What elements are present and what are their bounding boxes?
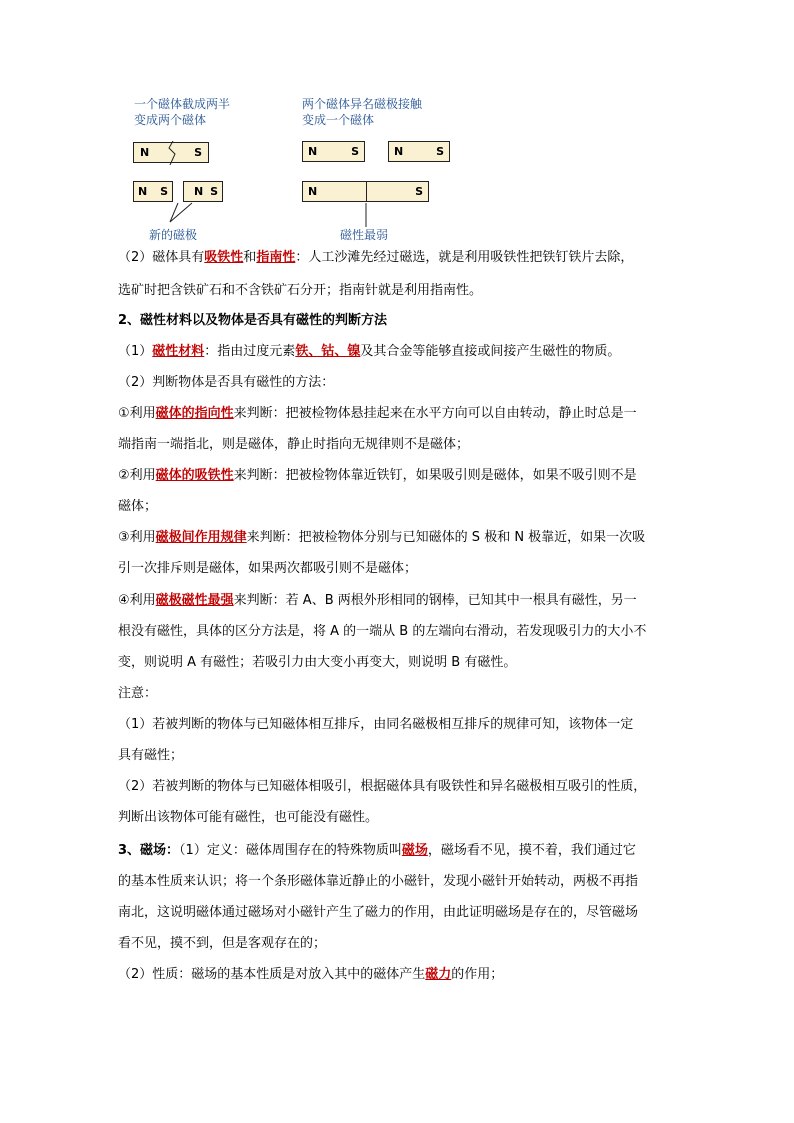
highlighted-term: 磁体的指向性 [155, 406, 234, 421]
text-line [118, 529, 645, 547]
text-line [118, 560, 417, 578]
text-segment: 3、磁场： [118, 843, 180, 858]
text-segment: 来判断：若 A、B 两根外形相同的钢棒，已知其中一根具有磁性，另一 [233, 593, 637, 608]
highlighted-term: 指南性 [256, 250, 296, 265]
right-figure-caption [302, 96, 422, 128]
text-segment: （2）磁体具有 [118, 250, 205, 265]
n-pole-label: N [140, 146, 150, 159]
text-segment: 看不见，摸不到，但是客观存在的； [118, 936, 327, 951]
text-segment: 及其合金等能够直接或间接产生磁性的物质。 [360, 344, 621, 359]
text-line [118, 778, 646, 796]
text-line [118, 592, 637, 610]
text-segment: 来判断：把被检物体悬挂起来在水平方向可以自由转动，静止时总是一 [233, 406, 637, 421]
text-segment: 磁体； [118, 499, 158, 514]
left-figure-caption [134, 96, 230, 128]
text-segment: 引一次排斥则是磁体，如果两次都吸引则不是磁体； [118, 561, 418, 576]
text-segment: （1）定义：磁体周围存在的特殊物质叫 [179, 843, 402, 858]
text-line [118, 467, 637, 485]
text-line [118, 436, 469, 454]
highlighted-term: 铁、钴、镍 [295, 344, 361, 359]
text-line [118, 842, 636, 860]
text-line [118, 873, 638, 891]
text-line [118, 966, 503, 984]
highlighted-term: 磁场 [401, 843, 428, 858]
text-line [118, 374, 334, 392]
weakest-label: 磁性最弱 [340, 228, 389, 242]
text-segment: （1） [118, 344, 153, 359]
highlighted-term: 磁极间作用规律 [155, 530, 247, 545]
s-pole-label: S [415, 185, 423, 198]
text-segment: 的作用； [451, 967, 504, 982]
text-segment: 的基本性质来认识；将一个条形磁体靠近静止的小磁针，发现小磁针开始转动，两极不再指 [118, 874, 639, 889]
text-segment: ：人工沙滩先经过磁选，就是利用吸铁性把铁钉铁片去除， [295, 250, 634, 265]
text-line [118, 685, 157, 703]
text-line [118, 405, 637, 423]
n-pole-label: N [394, 145, 404, 158]
text-segment: ③利用 [118, 530, 156, 545]
text-segment: 判断出该物体可能有磁性，也可能没有磁性。 [118, 810, 379, 825]
text-segment: 选矿时把含铁矿石和不含铁矿石分开；指南针就是利用指南性。 [118, 283, 483, 298]
caption-line: 两个磁体异名磁极接触 [302, 97, 423, 111]
text-segment: （2）若被判断的物体与已知磁体相吸引，根据磁体具有吸铁性和异名磁极相互吸引的性质， [118, 779, 647, 794]
text-segment: （2）性质：磁场的基本性质是对放入其中的磁体产生 [118, 967, 426, 982]
text-segment: 端指南一端指北，则是磁体，静止时指向无规律则不是磁体； [118, 437, 470, 452]
crack-line [165, 141, 179, 165]
text-line [118, 716, 633, 734]
caption-line: 一个磁体截成两半 [134, 97, 231, 111]
caption-line: 变成一个磁体 [302, 113, 375, 127]
n-pole-label: N [138, 185, 148, 198]
section-heading [118, 312, 387, 330]
text-line [118, 904, 638, 922]
highlighted-term: 磁极磁性最强 [155, 593, 234, 608]
text-line [118, 343, 620, 361]
text-line [118, 282, 482, 300]
n-pole-label: N [194, 185, 204, 198]
new-poles-label: 新的磁极 [149, 228, 198, 242]
text-line [118, 809, 378, 827]
text-segment: ，磁场看不见，摸不着，我们通过它 [427, 843, 636, 858]
magnet-a [302, 141, 365, 162]
magnet-b [388, 141, 450, 162]
caption-line: 变成两个磁体 [134, 113, 207, 127]
n-pole-label: N [308, 145, 318, 158]
text-segment: 变，则说明 A 有磁性；若吸引力由大变小再变大，则说明 B 有磁性。 [118, 655, 517, 670]
text-segment: 根没有磁性，具体的区分方法是，将 A 的一端从 B 的左端向右滑动，若发现吸引力的大小不 [118, 624, 647, 639]
text-line [118, 498, 157, 516]
text-line [118, 654, 516, 672]
text-line [118, 249, 633, 267]
highlighted-term: 磁体的吸铁性 [155, 468, 234, 483]
highlighted-term: 磁力 [425, 967, 452, 982]
s-pole-label: S [436, 145, 444, 158]
text-segment: （1）若被判断的物体与已知磁体相互排斥，由同名磁极相互排斥的规律可知，该物体一定 [118, 717, 634, 732]
text-segment: ①利用 [118, 406, 156, 421]
text-segment: 来判断：把被检物体分别与已知磁体的 S 极和 N 极靠近，如果一次吸 [246, 530, 646, 545]
text-segment: ：指由过度元素 [204, 344, 296, 359]
text-line [118, 623, 646, 641]
text-segment: （2）判断物体是否具有磁性的方法： [118, 375, 335, 390]
text-segment: ④利用 [118, 593, 156, 608]
highlighted-term: 吸铁性 [204, 250, 244, 265]
text-line [118, 935, 326, 953]
n-pole-label: N [308, 185, 318, 198]
text-segment: 来判断：把被检物体靠近铁钉，如果吸引则是磁体，如果不吸引则不是 [233, 468, 637, 483]
text-segment: ②利用 [118, 468, 156, 483]
text-segment: 具有磁性； [118, 748, 184, 763]
text-segment: 南北，这说明磁体通过磁场对小磁针产生了磁力的作用，由此证明磁场是存在的，尽管磁场 [118, 905, 639, 920]
s-pole-label: S [210, 185, 218, 198]
text-segment: 注意： [118, 686, 158, 701]
s-pole-label: S [194, 146, 202, 159]
s-pole-label: S [351, 145, 359, 158]
pointer-lines [140, 195, 440, 230]
text-segment: 和 [243, 250, 257, 265]
text-line [118, 747, 183, 765]
highlighted-term: 磁性材料 [152, 344, 205, 359]
text-segment: 2、磁性材料以及物体是否具有磁性的判断方法 [118, 313, 388, 328]
s-pole-label: S [160, 185, 168, 198]
